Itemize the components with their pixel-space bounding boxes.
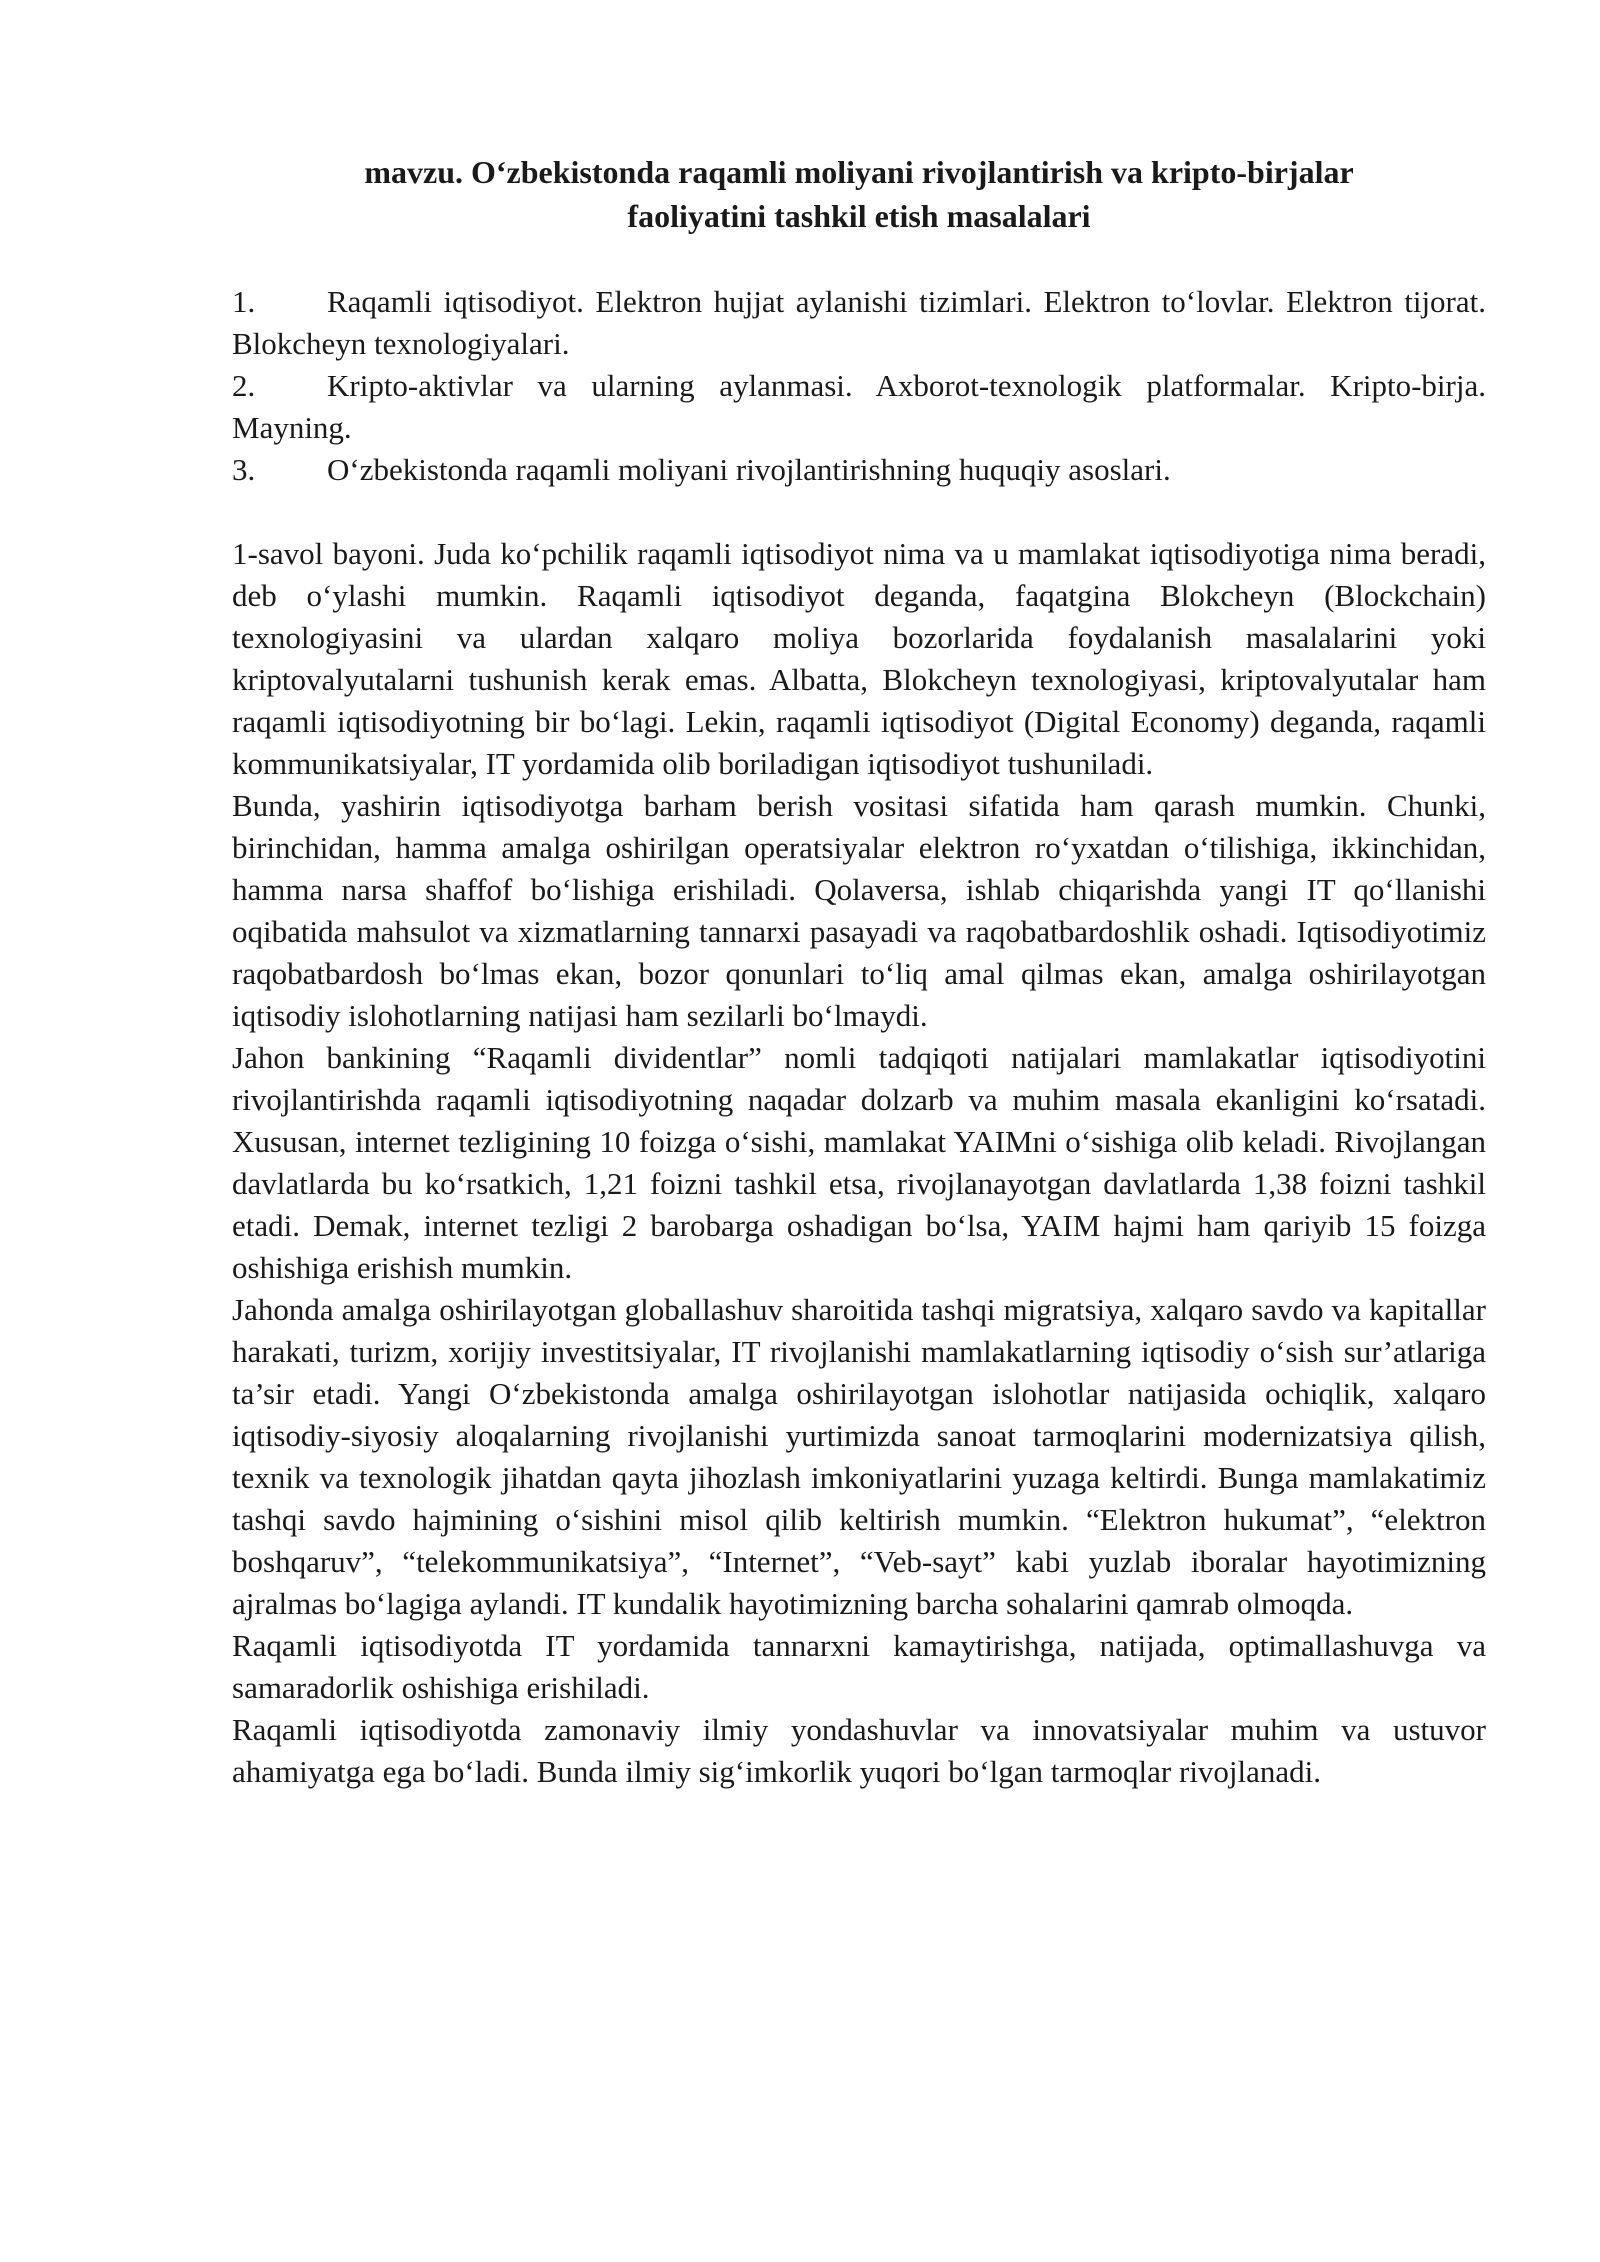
body-paragraph: Raqamli iqtisodiyotda zamonaviy ilmiy yondashuvlar va innovatsiyalar muhim va ustuvor ahamiyatga ega bo‘ladi. Bunda ilmiy sig‘imkorlik yuqori bo‘lgan tarmoqlar rivojlanadi. xyxy=(232,1712,1486,1789)
outline-item-number: 2. xyxy=(232,368,256,403)
title-line-1: mavzu. O‘zbekistonda raqamli moliyani rivojlantirish va kripto-birjalar xyxy=(364,154,1354,190)
body-paragraph: Raqamli iqtisodiyotda IT yordamida tannarxni kamaytirishga, natijada, optimallashuvga va samaradorlik oshishiga erishiladi. xyxy=(232,1628,1486,1705)
body-paragraph: 1-savol bayoni. Juda ko‘pchilik raqamli iqtisodiyot nima va u mamlakat iqtisodiyotiga nima beradi, deb o‘ylashi mumkin. Raqamli iqtisodiyot deganda, faqatgina Blokcheyn (Blockchain) texnologiyasini va ulardan xalqaro moliya bozorlarida foydalanish masalalarini yoki kriptovalyutalarni tushunish kerak emas. Albatta, Blokcheyn texnologiyasi, kriptovalyutalar ham raqamli iqtisodiyotning bir bo‘lagi. Lekin, raqamli iqtisodiyot (Digital Economy) deganda, raqamli kommunikatsiyalar, IT yordamida olib boriladigan iqtisodiyot tushuniladi. xyxy=(232,536,1486,781)
topic-outline xyxy=(232,281,1486,491)
outline-item-text: Kripto-aktivlar va ularning aylanmasi. Axborot-texnologik platformalar. Kripto-birja. Mayning. xyxy=(232,368,1486,445)
outline-item-number: 3. xyxy=(232,452,256,487)
outline-item-text: Raqamli iqtisodiyot. Elektron hujjat aylanishi tizimlari. Elektron to‘lovlar. Elektron tijorat. Blokcheyn texnologiyalari. xyxy=(232,284,1486,361)
outline-item xyxy=(232,281,1486,365)
title-line-2: faoliyatini tashkil etish masalalari xyxy=(627,198,1091,234)
document-title xyxy=(232,150,1486,238)
body-paragraph: Jahonda amalga oshirilayotgan globallashuv sharoitida tashqi migratsiya, xalqaro savdo va kapitallar harakati, turizm, xorijiy investitsiyalar, IT rivojlanishi mamlakatlarning iqtisodiy o‘sish sur’atlariga ta’sir etadi. Yangi O‘zbekistonda amalga oshirilayotgan islohotlar natijasida ochiqlik, xalqaro iqtisodiy-siyosiy aloqalarning rivojlanishi yurtimizda sanoat tarmoqlarini modernizatsiya qilish, texnik va texnologik jihatdan qayta jihozlash imkoniyatlarini yuzaga keltirdi. Bunga mamlakatimiz tashqi savdo hajmining o‘sishini misol qilib keltirish mumkin. “Elektron hukumat”, “elektron boshqaruv”, “telekommunikatsiya”, “Internet”, “Veb-sayt” kabi yuzlab iboralar hayotimizning ajralmas bo‘lagiga aylandi. IT kundalik hayotimizning barcha sohalarini qamrab olmoqda. xyxy=(232,1292,1486,1621)
outline-item-number: 1. xyxy=(232,284,256,319)
outline-item-text: O‘zbekistonda raqamli moliyani rivojlantirishning huquqiy asoslari. xyxy=(327,452,1171,487)
body-paragraph: Jahon bankining “Raqamli dividentlar” nomli tadqiqoti natijalari mamlakatlar iqtisodiyotini rivojlantirishda raqamli iqtisodiyotning naqadar dolzarb va muhim masala ekanligini ko‘rsatadi. Xususan, internet tezligining 10 foizga o‘sishi, mamlakat YAIMni o‘sishiga olib keladi. Rivojlangan davlatlarda bu ko‘rsatkich, 1,21 foizni tashkil etsa, rivojlanayotgan davlatlarda 1,38 foizni tashkil etadi. Demak, internet tezligi 2 barobarga oshadigan bo‘lsa, YAIM hajmi ham qariyib 15 foizga oshishiga erishish mumkin. xyxy=(232,1040,1486,1285)
outline-item xyxy=(232,365,1486,449)
body-paragraph: Bunda, yashirin iqtisodiyotga barham berish vositasi sifatida ham qarash mumkin. Chunki, birinchidan, hamma amalga oshirilgan operatsiyalar elektron ro‘yxatdan o‘tilishiga, ikkinchidan, hamma narsa shaffof bo‘lishiga erishiladi. Qolaversa, ishlab chiqarishda yangi IT qo‘llanishi oqibatida mahsulot va xizmatlarning tannarxi pasayadi va raqobatbardoshlik oshadi. Iqtisodiyotimiz raqobatbardosh bo‘lmas ekan, bozor qonunlari to‘liq amal qilmas ekan, amalga oshirilayotgan iqtisodiy islohotlarning natijasi ham sezilarli bo‘lmaydi. xyxy=(232,788,1486,1033)
outline-item xyxy=(232,449,1486,491)
document-body xyxy=(232,533,1486,1793)
